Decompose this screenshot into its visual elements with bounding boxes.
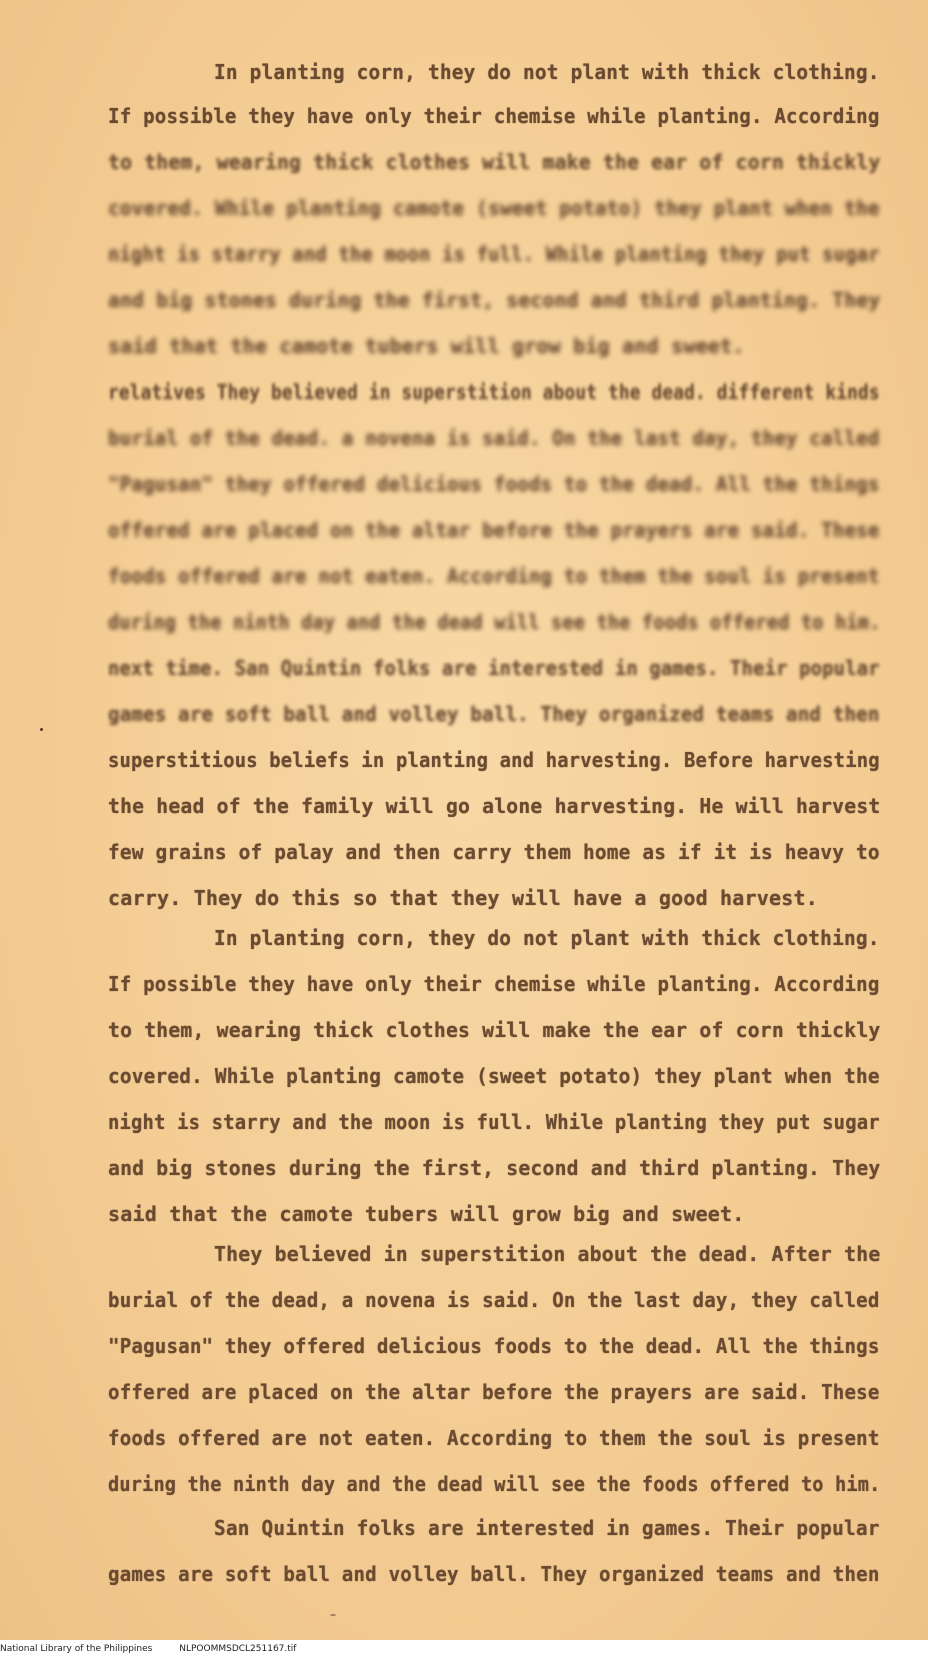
text-line: to them, wearing thick clothes will make the ear of corn thickly: [108, 150, 881, 174]
text-line: night is starry and the moon is full. While planting they put sugar: [108, 1110, 880, 1134]
footer-library: National Library of the Philippines: [0, 1644, 153, 1654]
text-line: offered are placed on the altar before the prayers are said. These: [108, 1380, 880, 1404]
text-line: superstitious beliefs in planting and harvesting. Before harvesting: [108, 748, 880, 772]
text-line: games are soft ball and volley ball. They organized teams and then: [108, 702, 880, 726]
text-line: In planting corn, they do not plant with thick clothing.: [214, 60, 880, 84]
text-line: relatives They believed in superstition about the dead. different kinds: [108, 380, 880, 404]
text-line: said that the camote tubers will grow big and sweet.: [108, 334, 745, 358]
text-line: foods offered are not eaten. According to them the soul is present: [108, 564, 880, 588]
text-line: during the ninth day and the dead will see the foods offered to him.: [108, 610, 881, 634]
text-line: carry. They do this so that they will have a good harvest.: [108, 886, 818, 910]
text-line: few grains of palay and then carry them home as if it is heavy to: [108, 840, 880, 864]
text-line: covered. While planting camote (sweet potato) they plant when the: [108, 1064, 880, 1088]
text-line: In planting corn, they do not plant with thick clothing.: [214, 926, 880, 950]
text-line: covered. While planting camote (sweet potato) they plant when the: [108, 196, 880, 220]
text-line: "Pagusan" they offered delicious foods to the dead. All the things: [108, 1334, 880, 1358]
paper-speck: [40, 728, 43, 731]
text-line: night is starry and the moon is full. While planting they put sugar: [108, 242, 880, 266]
text-line: games are soft ball and volley ball. They organized teams and then: [108, 1562, 880, 1586]
footer-file-id: NLPOOMMSDCL251167.tif: [179, 1644, 297, 1654]
text-line: and big stones during the first, second and third planting. They: [108, 288, 881, 312]
text-line: next time. San Quintin folks are interested in games. Their popular: [108, 656, 880, 680]
text-line: to them, wearing thick clothes will make the ear of corn thickly: [108, 1018, 881, 1042]
text-line: If possible they have only their chemise while planting. According: [108, 104, 880, 128]
scan-footer: [0, 1640, 928, 1658]
text-line: burial of the dead. a novena is said. On the last day, they called: [108, 426, 880, 450]
text-line: said that the camote tubers will grow big and sweet.: [108, 1202, 745, 1226]
text-line: during the ninth day and the dead will see the foods offered to him.: [108, 1472, 881, 1496]
text-line: and big stones during the first, second and third planting. They: [108, 1156, 881, 1180]
text-line: If possible they have only their chemise while planting. According: [108, 972, 880, 996]
text-line: burial of the dead, a novena is said. On the last day, they called: [108, 1288, 880, 1312]
text-line: They believed in superstition about the dead. After the: [214, 1242, 881, 1266]
paper-speck: [330, 1614, 336, 1616]
text-line: San Quintin folks are interested in games. Their popular: [214, 1516, 880, 1540]
text-line: foods offered are not eaten. According to them the soul is present: [108, 1426, 880, 1450]
text-line: "Pagusan" they offered delicious foods to the dead. All the things: [108, 472, 880, 496]
text-line: the head of the family will go alone harvesting. He will harvest: [108, 794, 881, 818]
text-line: offered are placed on the altar before the prayers are said. These: [108, 518, 880, 542]
